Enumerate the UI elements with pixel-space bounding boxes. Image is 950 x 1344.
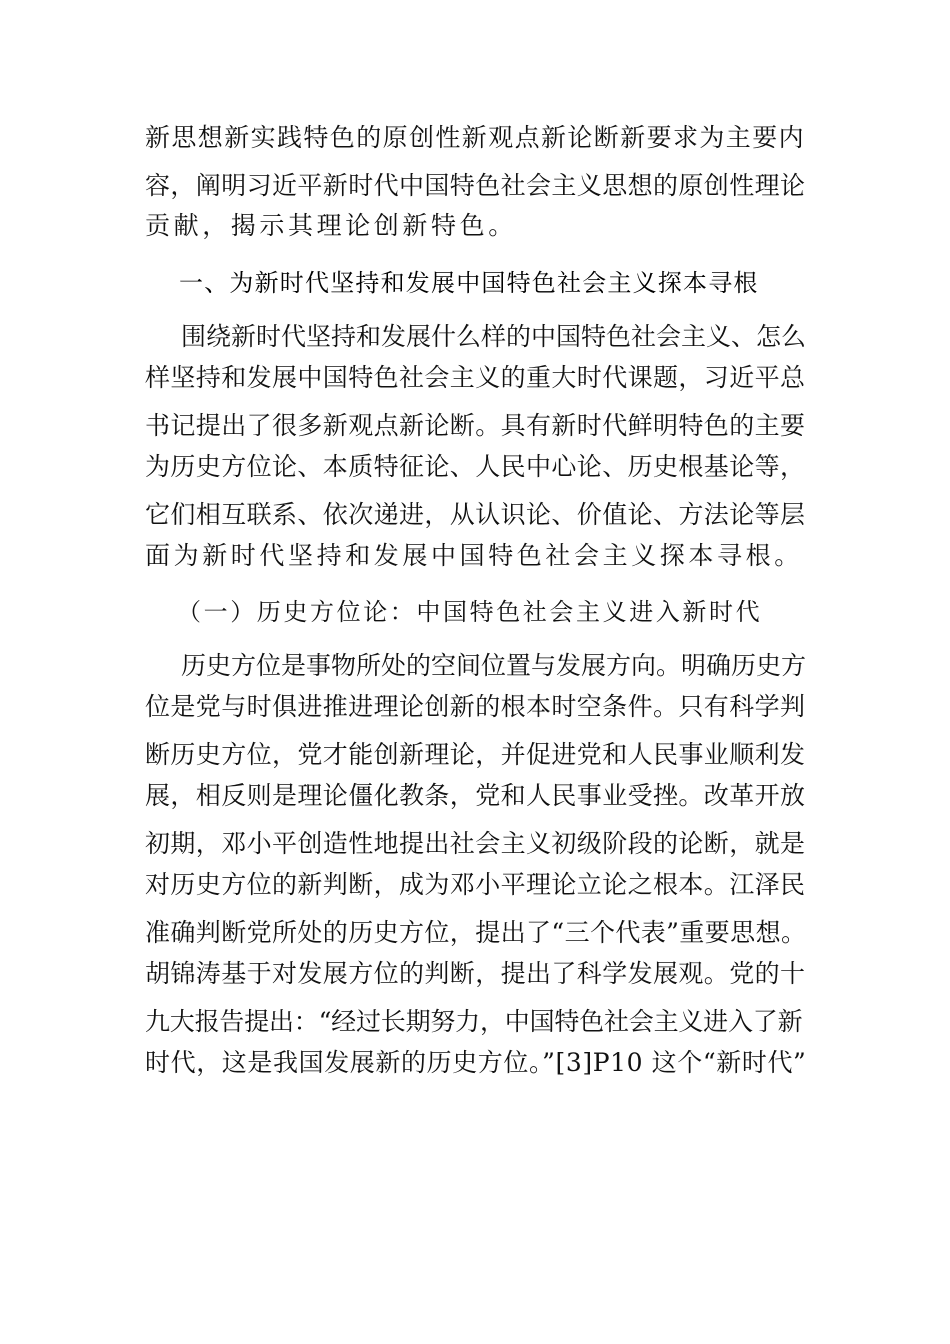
section-paragraph-line-5: 它们相互联系、依次递进，从认识论、价值论、方法论等层 — [145, 500, 806, 529]
section-paragraph-line-1: 围绕新时代坚持和发展什么样的中国特色社会主义、怎么 — [181, 322, 807, 351]
subsection-paragraph-line-3: 断历史方位，党才能创新理论，并促进党和人民事业顺利发 — [145, 740, 806, 769]
intro-line-1: 新思想新实践特色的原创性新观点新论断新要求为主要内 — [145, 123, 806, 152]
section-paragraph-line-2: 样坚持和发展中国特色社会主义的重大时代课题，习近平总 — [145, 363, 806, 392]
subsection-paragraph-line-5: 初期，邓小平创造性地提出社会主义初级阶段的论断，就是 — [145, 829, 806, 858]
subsection-paragraph-line-1: 历史方位是事物所处的空间位置与发展方向。明确历史方 — [181, 651, 807, 680]
subsection-paragraph-line-10: 时代，这是我国发展新的历史方位。”[3]P10 这个“新时代” — [145, 1048, 807, 1077]
intro-line-2: 容，阐明习近平新时代中国特色社会主义思想的原创性理论 — [145, 171, 806, 200]
intro-line-3: 贡献，揭示其理论创新特色。 — [145, 211, 517, 240]
subsection-paragraph-line-7: 准确判断党所处的历史方位，提出了“三个代表”重要思想。 — [145, 918, 807, 947]
section-heading: 一、为新时代坚持和发展中国特色社会主义探本寻根 — [179, 269, 759, 297]
subsection-paragraph-line-9: 九大报告提出：“经过长期努力，中国特色社会主义进入了新 — [145, 1007, 803, 1036]
subsection-heading: （一）历史方位论：中国特色社会主义进入新时代 — [177, 598, 763, 626]
subsection-paragraph-line-2: 位是党与时俱进推进理论创新的根本时空条件。只有科学判 — [145, 692, 806, 721]
subsection-paragraph-line-4: 展，相反则是理论僵化教条，党和人民事业受挫。改革开放 — [145, 781, 806, 810]
subsection-paragraph-line-6: 对历史方位的新判断，成为邓小平理论立论之根本。江泽民 — [145, 870, 806, 899]
section-paragraph-line-4: 为历史方位论、本质特征论、人民中心论、历史根基论等， — [145, 452, 806, 481]
subsection-paragraph-line-8: 胡锦涛基于对发展方位的判断，提出了科学发展观。党的十 — [145, 959, 806, 988]
section-paragraph-line-3: 书记提出了很多新观点新论断。具有新时代鲜明特色的主要 — [145, 411, 806, 440]
section-paragraph-line-6: 面为新时代坚持和发展中国特色社会主义探本寻根。 — [145, 541, 803, 570]
